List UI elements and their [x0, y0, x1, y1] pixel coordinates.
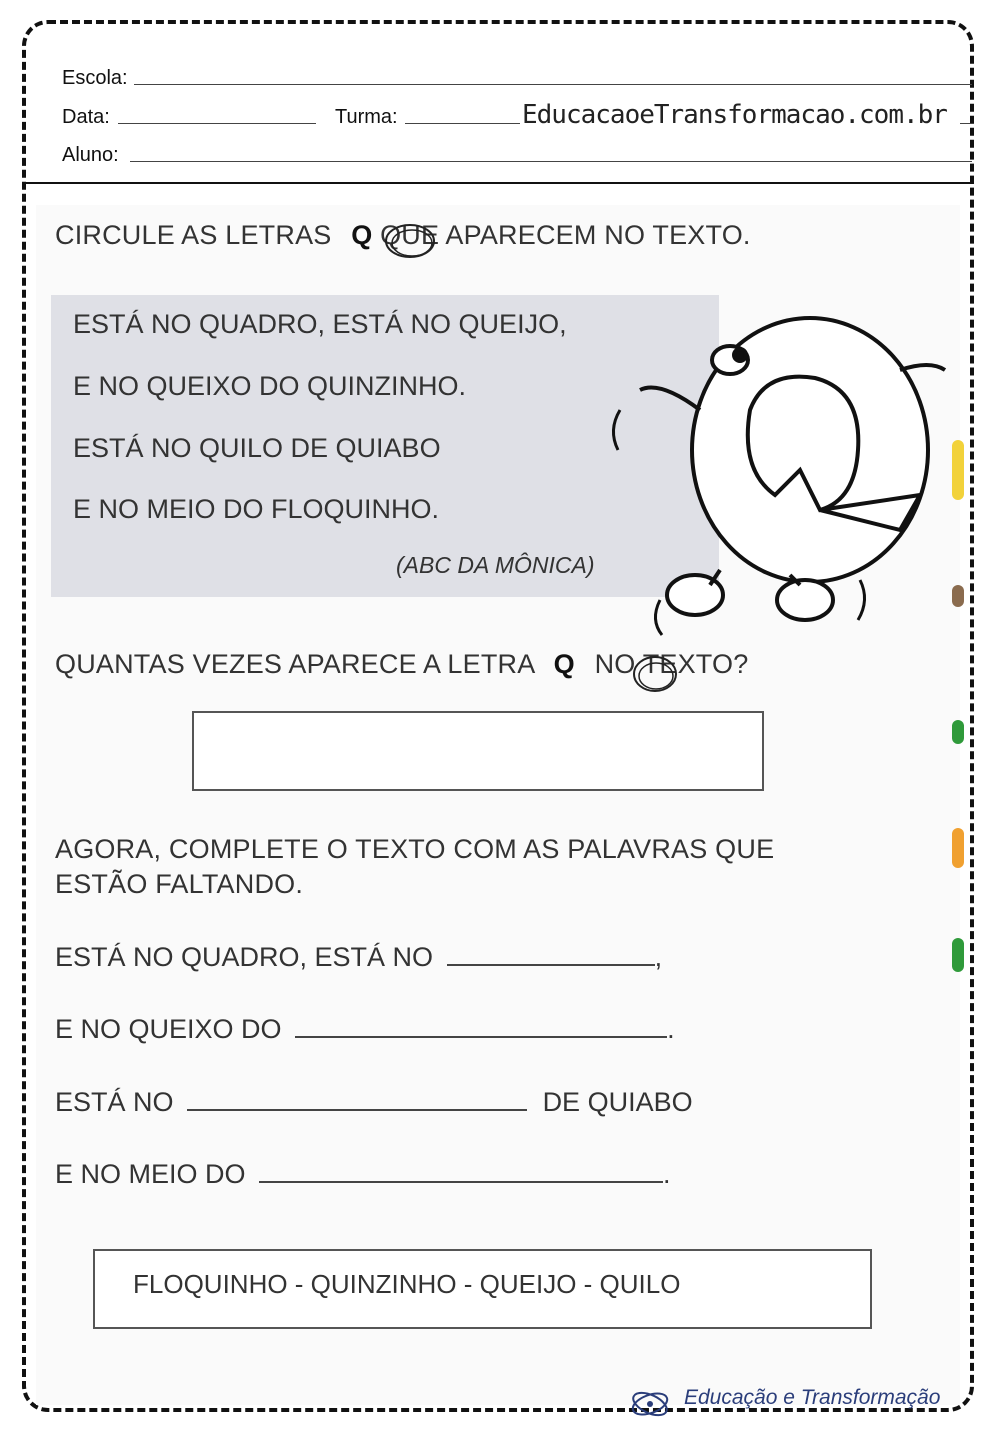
side-decoration — [952, 828, 964, 868]
exercise2-letter: Q — [553, 649, 575, 679]
exercise1-suffix: QUE APARECEM NO TEXTO. — [380, 220, 751, 250]
class-field-end — [960, 123, 974, 124]
class-label: Turma: — [335, 106, 398, 128]
poem-credit: (ABC DA MÔNICA) — [396, 552, 595, 578]
exercise1-prefix: CIRCULE AS LETRAS — [55, 220, 332, 250]
school-label: Escola: — [62, 67, 128, 89]
fill-line-text: DE QUIABO — [542, 1087, 693, 1117]
fill-blank[interactable] — [295, 1014, 667, 1038]
brand-logo-icon — [628, 1386, 678, 1420]
date-label: Data: — [62, 106, 110, 128]
student-label: Aluno: — [62, 144, 119, 166]
fill-blank[interactable] — [259, 1159, 663, 1183]
exercise2-suffix: NO TEXTO? — [594, 649, 749, 679]
exercise3-instruction-line1: AGORA, COMPLETE O TEXTO COM AS PALAVRAS QUE — [55, 834, 775, 864]
student-field[interactable] — [130, 161, 972, 162]
fill-line-4 — [55, 1159, 671, 1190]
exercise1-letter: Q — [351, 220, 373, 250]
side-decoration — [952, 938, 964, 972]
exercise2-prefix: QUANTAS VEZES APARECE A LETRA — [55, 649, 534, 679]
poem-line: ESTÁ NO QUILO DE QUIABO — [73, 433, 441, 463]
school-field[interactable] — [134, 84, 972, 85]
header-divider — [24, 182, 974, 184]
fill-line-punct: . — [667, 1014, 675, 1044]
poem-line: E NO QUEIXO DO QUINZINHO. — [73, 371, 467, 401]
footer-brand: Educação e Transformação — [684, 1386, 941, 1409]
fill-line-1 — [55, 942, 662, 973]
word-bank-box — [93, 1249, 872, 1329]
date-field[interactable] — [118, 123, 316, 124]
fill-line-text: E NO MEIO DO — [55, 1159, 246, 1189]
class-field[interactable] — [405, 123, 520, 124]
fill-line-text: E NO QUEIXO DO — [55, 1014, 282, 1044]
fill-line-punct: . — [663, 1159, 671, 1189]
poem-line: E NO MEIO DO FLOQUINHO. — [73, 494, 440, 524]
fill-line-2 — [55, 1014, 675, 1045]
scribble-circle-icon — [630, 652, 680, 696]
fill-line-3 — [55, 1087, 693, 1118]
exercise3-instruction-line2: ESTÃO FALTANDO. — [55, 869, 304, 899]
side-decoration — [952, 585, 964, 607]
word-bank-text: FLOQUINHO - QUINZINHO - QUEIJO - QUILO — [133, 1269, 681, 1299]
poem-line: ESTÁ NO QUADRO, ESTÁ NO QUEIJO, — [73, 309, 567, 339]
fill-line-text: ESTÁ NO — [55, 1087, 174, 1117]
answer-box[interactable] — [192, 711, 764, 791]
fill-line-text: ESTÁ NO QUADRO, ESTÁ NO — [55, 942, 434, 972]
side-decoration — [952, 440, 964, 500]
website-text: EducacaoeTransformacao.com.br — [522, 100, 947, 130]
fill-blank[interactable] — [447, 942, 655, 966]
fill-blank[interactable] — [187, 1087, 527, 1111]
fill-line-punct: , — [654, 942, 663, 972]
side-decoration — [952, 720, 964, 744]
letter-q-character-illustration — [600, 300, 960, 640]
scribble-circle-icon — [382, 220, 438, 262]
